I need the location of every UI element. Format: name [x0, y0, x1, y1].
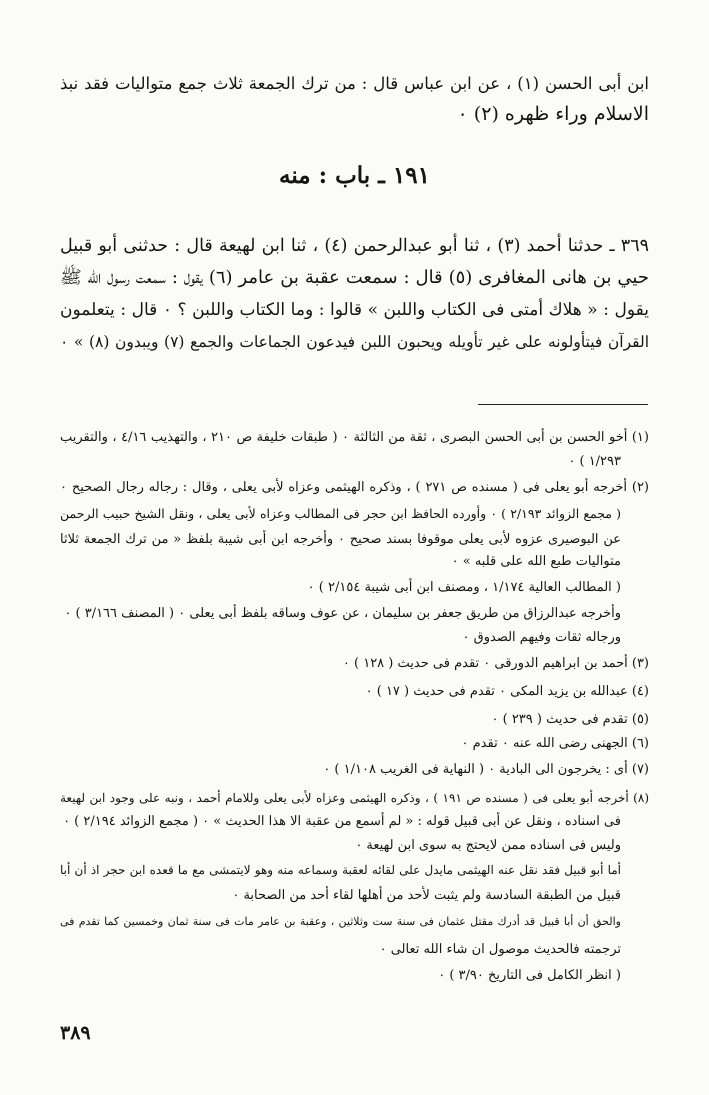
footnote-line: ( مجمع الزوائد ٢/١٩٣ ) ٠ وأورده الحافظ ابن حجر فى المطالب وعزاه لأبى يعلى ، ونقل الشيخ حبيب الرحمن [60, 506, 621, 521]
footnote-line: أما أبو قبيل فقد نقل عنه الهيثمى مايدل على لقائه لعقبة وسماعه منه وهو لايتمشى مع ما قعده ابن حجر اذ أن أبا [60, 863, 621, 877]
footnote-line: ١/٢٩٣ ) ٠ [568, 454, 621, 469]
footnote-line: (١) أخو الحسن بن أبى الحسن البصرى ، ثقة من الثالثة ٠ ( طبقات خليفة ص ٢١٠ ، والتهذيب ٤/١٦ ، والتقريب [60, 430, 649, 445]
footnote-line: ( انظر الكامل فى التاريخ ٣/٩٠ ) ٠ [438, 968, 621, 983]
footnote-line: والحق أن أبا قبيل قد أدرك مقتل عثمان فى سنة ست وثلاثين ، وعقبة بن عامر مات فى سنة ثمان وخمسين كما تقدم فى [60, 915, 621, 928]
footnote-line: (٢) أخرجه أبو يعلى فى ( مسنده ص ٢٧١ ) ، وذكره الهيثمى وعزاه لأبى يعلى ، وقال : رجاله رجال الصحيح ٠ [60, 480, 649, 495]
footnote-line: (٣) أحمد بن ابراهيم الدورقى ٠ تقدم فى حديث ( ١٢٨ ) ٠ [342, 656, 649, 671]
footnote-line: ( المطالب العالية ١/١٧٤ ، ومصنف ابن أبى شيبة ٢/١٥٤ ) ٠ [307, 580, 621, 595]
footnote-line: متواليات طبع الله على قلبه » ٠ [451, 554, 621, 569]
page-number: ٣٨٩ [60, 1022, 91, 1044]
main-text-line-1: ابن أبى الحسن (١) ، عن ابن عباس قال : من ترك الجمعة ثلاث جمع متواليات فقد نبذ [60, 74, 649, 93]
footnote-line: ورجاله ثقات وفيهم الصدوق ٠ [462, 630, 621, 645]
footnote-line: فى اسناده ، ونقل عن أبى قبيل قوله : « لم أسمع من عقبة الا هذا الحديث » ٠ ( مجمع الزوائد ٢/١٩٤ ) ٠ [63, 814, 621, 829]
footnote-line: (٨) أخرجه أبو يعلى فى ( مسنده ص ١٩١ ) ، وذكره الهيثمى وعزاه لأبى يعلى وللامام أحمد ، ونبه على وجود ابن لهيعة [60, 791, 649, 805]
footnote-line: عن البوصيرى عزوه لأبى يعلى موقوفا بسند صحيح ٠ وأخرجه ابن أبى شيبة بلفظ « من ترك الجمعة ثلاثا [60, 532, 621, 547]
main-text-line-2: الاسلام وراء ظهره (٢) ٠ [457, 103, 649, 125]
footnote-line: (٤) عبدالله بن يزيد المكى ٠ تقدم فى حديث ( ١٧ ) ٠ [365, 684, 649, 699]
hadith-line-1: ٣٦٩ ـ حدثنا أحمد (٣) ، ثنا أبو عبدالرحمن (٤) ، ثنا ابن لهيعة قال : حدثنى أبو قبيل [60, 236, 649, 256]
hadith-line-2: حيي بن هانى المغافرى (٥) قال : سمعت عقبة بن عامر (٦) يقول : سمعت رسول الله ﷺ [60, 267, 649, 288]
hadith-line-3: يقول : « هلاك أمتى فى الكتاب واللبن » قالوا : وما الكتاب واللبن ؟ ٠ قال : يتعلمون [60, 300, 649, 320]
footnote-line: (٦) الجهنى رضى الله عنه ٠ تقدم ٠ [461, 736, 649, 751]
footnote-line: وليس فى اسناده ممن لايحتج به سوى ابن لهيعة ٠ [355, 838, 621, 853]
footnote-divider [478, 404, 648, 405]
footnote-line: (٥) تقدم فى حديث ( ٢٣٩ ) ٠ [491, 712, 649, 727]
footnote-line: (٧) أى : يخرجون الى البادية ٠ ( النهاية فى الغريب ١/١٠٨ ) ٠ [323, 762, 649, 777]
chapter-heading: ١٩١ ـ باب : منه [279, 162, 430, 189]
footnote-line: قبيل من الطبقة السادسة ولم يثبت لأحد من أهلها لقاء أحد من الصحابة ٠ [232, 888, 621, 903]
footnote-line: وأخرجه عبدالرزاق من طريق جعفر بن سليمان ، عن عوف وساقه بلفظ أبى يعلى ٠ ( المصنف ٣/١٦٦ ) ٠ [64, 606, 621, 621]
footnote-line: ترجمته فالحديث موصول ان شاء الله تعالى ٠ [379, 942, 621, 957]
hadith-line-4: القرآن فيتأولونه على غير تأويله ويحبون اللبن فيدعون الجماعات والجمع (٧) ويبدون (٨) » ٠ [60, 333, 649, 351]
